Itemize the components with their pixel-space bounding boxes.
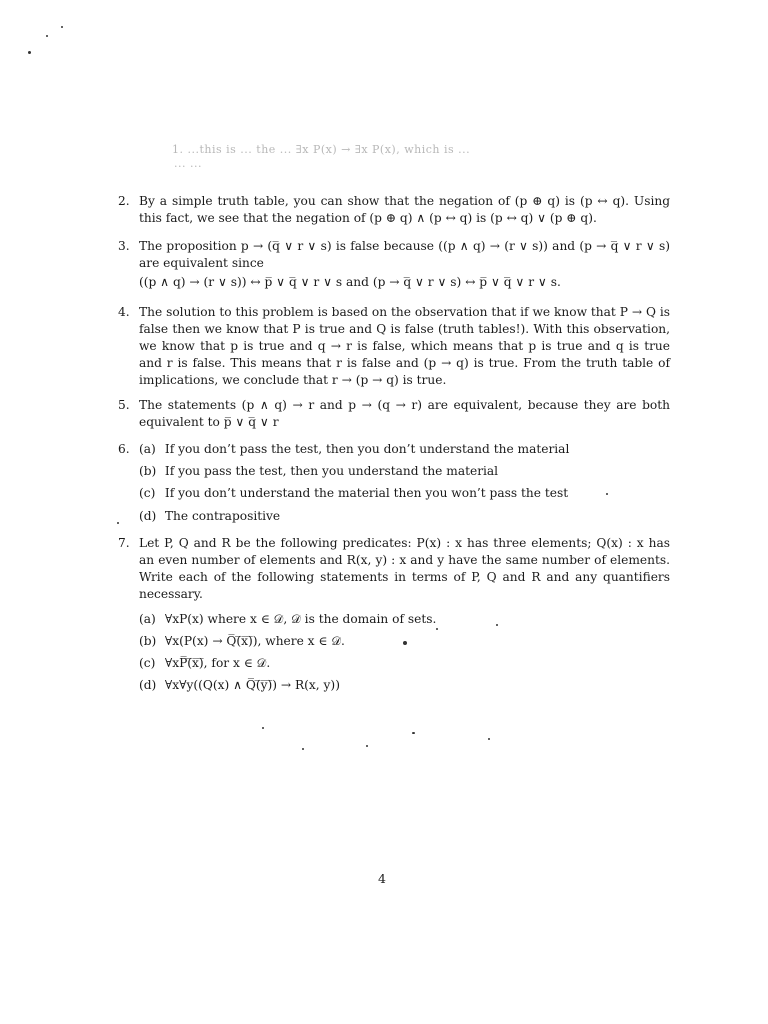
solution-item-3 — [118, 238, 670, 292]
scan-speck — [366, 745, 368, 747]
subitem-label: (b) — [139, 634, 157, 648]
item-line: this fact, we see that the negation of (p ⊕ q) ∧ (p ↔ q) is (p ↔ q) ∨ (p ⊕ q). — [139, 211, 597, 225]
faded-line: ... ... — [174, 157, 202, 170]
item-line: we know that p is true and q → r is false, which means that p is true and q is true — [139, 339, 670, 353]
scan-speck — [262, 727, 264, 729]
subitem-text: If you don’t pass the test, then you don’t understand the material — [164, 442, 570, 456]
item-body — [139, 535, 670, 603]
item-number: 6. — [118, 442, 130, 456]
item-line: The proposition p → (q̅ ∨ r ∨ s) is false because ((p ∧ q) → (r ∨ s)) and (p → q̅ ∨ r ∨ s) — [139, 239, 670, 253]
faded-text-block — [172, 143, 672, 171]
item-line: equivalent to p̅ ∨ q̅ ∨ r — [139, 415, 279, 429]
item-number: 3. — [118, 239, 130, 253]
item-line: Let P, Q and R be the following predicates: P(x) : x has three elements; Q(x) : x has — [139, 536, 670, 550]
item-line: an even number of elements and R(x, y) : x and y have the same number of elements. — [139, 553, 670, 567]
item-number: 2. — [118, 194, 130, 208]
subitem — [139, 441, 659, 458]
solution-item-2 — [118, 193, 670, 229]
item-body — [139, 193, 670, 227]
item-number: 4. — [118, 305, 130, 319]
subitem — [139, 655, 659, 672]
subitem-text: The contrapositive — [164, 509, 281, 523]
subitem-text: ∀xP̅(̅x̅)̅, for x ∈ 𝒟. — [164, 656, 271, 670]
solution-item-6 — [118, 441, 670, 531]
subitem — [139, 611, 659, 628]
item-body — [139, 397, 670, 431]
item-line: Write each of the following statements in terms of P, Q and R and any quantifiers — [139, 570, 670, 584]
item-line: false then we know that P is true and Q is false (truth tables!). With this observation, — [139, 322, 670, 336]
scan-speck — [117, 522, 119, 524]
subitem-label: (c) — [139, 486, 156, 500]
item-line: implications, we conclude that r → (p → q) is true. — [139, 373, 447, 387]
subitem-text: If you pass the test, then you understand the material — [164, 464, 499, 478]
subitem-text: ∀x(P(x) → Q̅(̅x̅)̅), where x ∈ 𝒟. — [164, 634, 345, 648]
page-number: 4 — [378, 871, 386, 886]
item-line: ((p ∧ q) → (r ∨ s)) ↔ p̅ ∨ q̅ ∨ r ∨ s and (p → q̅ ∨ r ∨ s) ↔ p̅ ∨ q̅ ∨ r ∨ s. — [139, 275, 561, 289]
subitem — [139, 633, 659, 650]
solution-item-4 — [118, 304, 670, 390]
item-line: and r is false. This means that r is false and (p → q) is true. From the truth table of — [139, 356, 670, 370]
scan-speck — [302, 748, 304, 750]
scan-speck — [488, 738, 490, 740]
item-line: are equivalent since — [139, 256, 264, 270]
subitem-label: (b) — [139, 464, 157, 478]
subitem-label: (d) — [139, 678, 157, 692]
solution-item-5 — [118, 397, 670, 433]
scan-speck — [61, 26, 63, 28]
item-line: By a simple truth table, you can show that the negation of (p ⊕ q) is (p ↔ q). Using — [139, 194, 670, 208]
subitem — [139, 485, 659, 502]
item-number: 7. — [118, 536, 130, 550]
subitem-text: ∀x∀y((Q(x) ∧ Q̅(̅y̅)̅) → R(x, y)) — [164, 678, 340, 692]
subitem-text: ∀xP(x) where x ∈ 𝒟, 𝒟 is the domain of sets. — [164, 612, 437, 626]
subitem-text: If you don’t understand the material then you won’t pass the test — [164, 486, 569, 500]
faded-line: 1. ...this is ... the ... ∃x P(x) → ∃x P(x), which is ... — [172, 143, 471, 156]
item-body — [139, 238, 670, 291]
subitem-label: (a) — [139, 442, 156, 456]
subitem-label: (c) — [139, 656, 156, 670]
scan-speck — [436, 628, 438, 630]
item-line: The statements (p ∧ q) → r and p → (q → r) are equivalent, because they are both — [139, 398, 670, 412]
scan-speck — [46, 35, 48, 37]
scan-speck — [403, 641, 407, 645]
subitem — [139, 463, 659, 480]
item-body — [139, 304, 670, 389]
subitem-label: (a) — [139, 612, 156, 626]
scan-speck — [496, 624, 498, 626]
subitem — [139, 508, 659, 525]
scan-speck — [412, 732, 415, 734]
item-line: necessary. — [139, 587, 203, 601]
item-number: 5. — [118, 398, 130, 412]
scan-speck — [28, 51, 31, 54]
subitem-label: (d) — [139, 509, 157, 523]
subitem — [139, 677, 659, 694]
scan-speck — [606, 493, 608, 495]
item-line: The solution to this problem is based on the observation that if we know that P → Q is — [139, 305, 670, 319]
solution-item-7 — [118, 535, 670, 705]
